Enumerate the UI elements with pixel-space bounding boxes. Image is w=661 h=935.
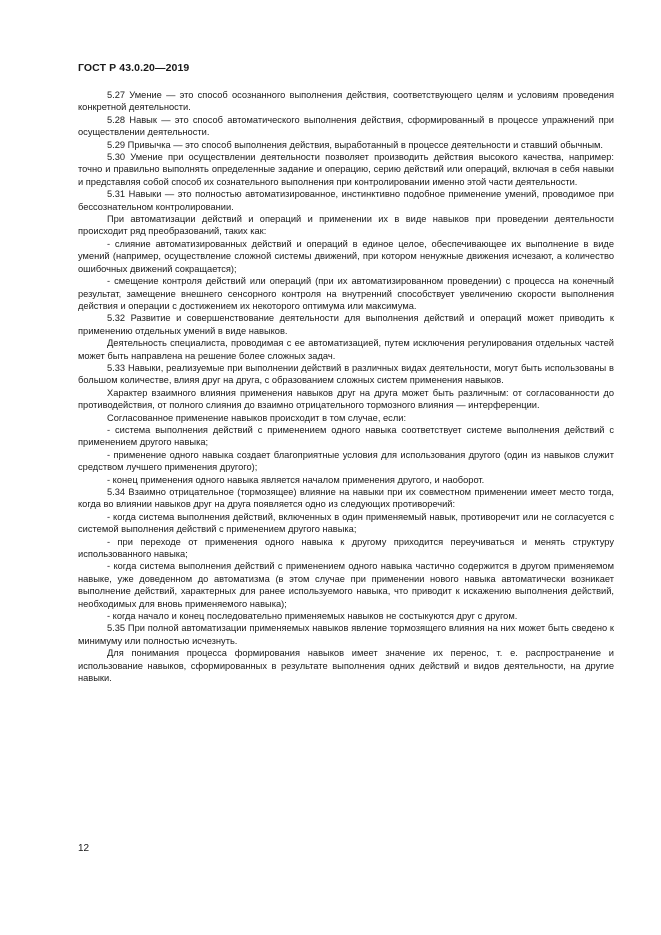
paragraph: - слияние автоматизированных действий и операций в единое целое, обеспечивающее их выполнение в виде умений (например, осуществление сложной системы движений, при котором ненужные движения исчезают, а количество ошибочных движений сокращается); (78, 238, 614, 274)
paragraph: 5.29 Привычка — это способ выполнения действия, выработанный в процессе деятельности и ставший обычным. (107, 139, 604, 150)
paragraph: При автоматизации действий и операций и применении их в виде навыков при проведении деятельности происходит ряд преобразований, таких как: (78, 214, 614, 237)
paragraph: Согласованное применение навыков происходит в том случае, если: (107, 412, 407, 423)
paragraph: - когда система выполнения действий, включенных в один применяемый навык, противоречит или не согласуется с системой выполнения действий с применением другого навыка; (78, 511, 614, 535)
paragraph: 5.32 Развитие и совершенствование деятельности для выполнения действий и операций может приводить к применению отдельных умений в виде навыков. (78, 313, 614, 336)
document-header: ГОСТ Р 43.0.20—2019 (78, 62, 190, 74)
paragraph: - конец применения одного навыка является началом применения другого, и наоборот. (107, 474, 485, 485)
page-number: 12 (78, 843, 90, 854)
paragraph: Деятельность специалиста, проводимая с ее автоматизацией, путем исключения регулирования отдельных частей может быть направлена на решение более сложных задач. (78, 338, 614, 361)
paragraph: 5.31 Навыки — это полностью автоматизированное, инстинктивно подобное применение умений, проводимое при бессознательном контролировании. (78, 189, 614, 212)
paragraph: 5.33 Навыки, реализуемые при выполнении действий в различных видах деятельности, могут быть использованы в большом количестве, влияя друг на друга, с образованием сложных систем применения навыков. (78, 362, 614, 386)
paragraph: 5.30 Умение при осуществлении деятельности позволяет производить действия высокого качества, например: точно и правильно выполнять определенные задание и операцию, серию действий или операций, включая в себя навыки и представляя собой способ их сознательного выполнения при контролировании именно этой части деятельности. (78, 152, 614, 187)
paragraph: - когда система выполнения действий с применением одного навыка частично содержится в другом применяемом навыке, уже доведенном до автоматизма (в этом случае при применении нового навыка автоматически возникает выполнение действий, характерных для ранее используемого навыка, что приводит к искажению выполнения действий, необходимых для вновь применяемого навыка); (78, 561, 614, 609)
paragraph: 5.28 Навык — это способ автоматического выполнения действия, сформированный в процессе упражнений при осуществлении деятельности. (78, 114, 614, 138)
paragraph: 5.27 Умение — это способ осознанного выполнения действия, соответствующего целям и условиям проведения конкретной деятельности. (78, 90, 614, 113)
paragraph: Характер взаимного влияния применения навыков друг на друга может быть различным: от согласованности до противодействия, от полного слияния до взаимно отрицательного тормозного влияния — интерференции. (78, 387, 614, 411)
paragraph: Для понимания процесса формирования навыков имеет значение их перенос, т. е. распространение и использование навыков, сформированных в результате выполнения одних действий и видов деятельности, на другие навыки. (78, 648, 614, 684)
paragraph: - применение одного навыка создает благоприятные условия для использования другого (один из навыков служит средством лучшего применения другого); (78, 449, 614, 473)
paragraph: - система выполнения действий с применением одного навыка соответствует системе выполнения действий с применением другого навыка; (78, 424, 614, 448)
paragraph: - при переходе от применения одного навыка к другому приходится переучиваться и менять структуру использованного навыка; (78, 536, 614, 560)
paragraph: - смещение контроля действий или операций (при их автоматизированном проведении) с процесса на конечный результат, замещение внешнего сенсорного контроля на внутренний способствует увеличению скорости выполнения действия и операции с достижением их некоторого оптимума или максимума. (78, 276, 614, 311)
paragraph: 5.34 Взаимно отрицательное (тормозящее) влияние на навыки при их совместном применении имеет место тогда, когда во влиянии навыков друг на друга появляется одно из следующих противоречий: (78, 487, 614, 510)
paragraph: - когда начало и конец последовательно применяемых навыков не состыкуются друг с другом. (107, 611, 518, 622)
document-body (78, 89, 614, 685)
paragraph: 5.35 При полной автоматизации применяемых навыков явление тормозящего влияния на них может быть сведено к минимуму или полностью исчезнуть. (78, 623, 614, 646)
